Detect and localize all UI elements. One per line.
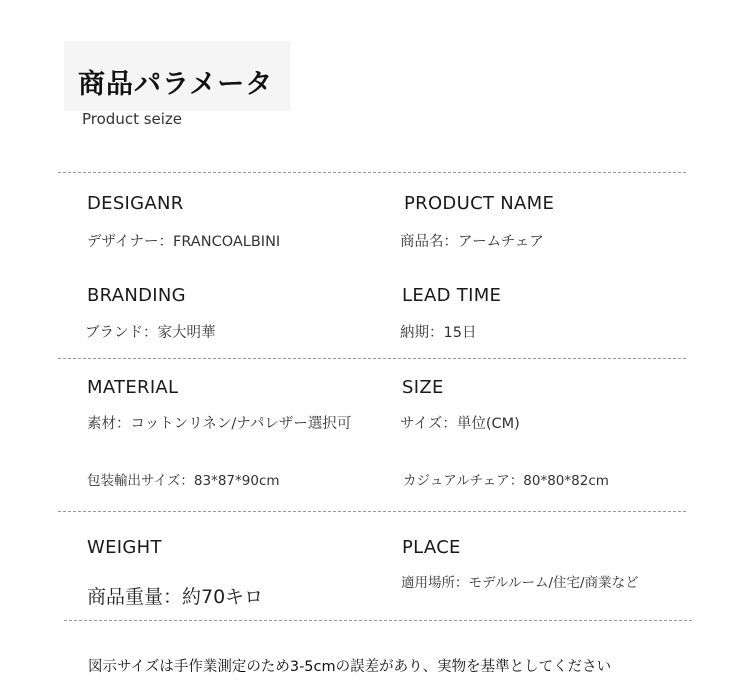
product-name-value: 商品名：アームチェア	[400, 234, 544, 250]
chair-size-value: カジュアルチェア：80*80*82cm	[403, 473, 609, 489]
branding-value: ブランド：家大明華	[85, 325, 216, 341]
package-size-value: 包装輸出サイズ：83*87*90cm	[87, 473, 280, 489]
measurement-note: 図示サイズは手作業測定のため3-5cmの誤差があり、実物を基準としてください	[88, 659, 612, 675]
material-heading: MATERIAL	[87, 377, 179, 398]
place-value: 適用場所：モデルルーム/住宅/商業など	[401, 575, 639, 591]
place-heading: PLACE	[402, 537, 461, 558]
divider-top	[58, 172, 686, 173]
size-heading: SIZE	[402, 377, 444, 398]
designer-heading: DESIGANR	[87, 193, 184, 214]
material-value: 素材：コットンリネン/ナパレザー選択可	[87, 416, 352, 432]
weight-value: 商品重量：約70キロ	[87, 586, 264, 608]
page-subtitle: Product seize	[82, 110, 183, 128]
divider-middle	[58, 358, 686, 359]
branding-heading: BRANDING	[87, 285, 186, 306]
divider-bottom	[64, 620, 692, 621]
product-name-heading: PRODUCT NAME	[404, 193, 555, 214]
size-value: サイズ：単位(CM)	[400, 416, 520, 432]
weight-heading: WEIGHT	[87, 537, 162, 558]
designer-value: デザイナー：FRANCOALBINI	[87, 234, 281, 250]
page-title: 商品パラメータ	[78, 69, 274, 100]
divider-lower	[58, 511, 686, 512]
lead-time-value: 納期：15日	[400, 325, 477, 341]
lead-time-heading: LEAD TIME	[402, 285, 502, 306]
